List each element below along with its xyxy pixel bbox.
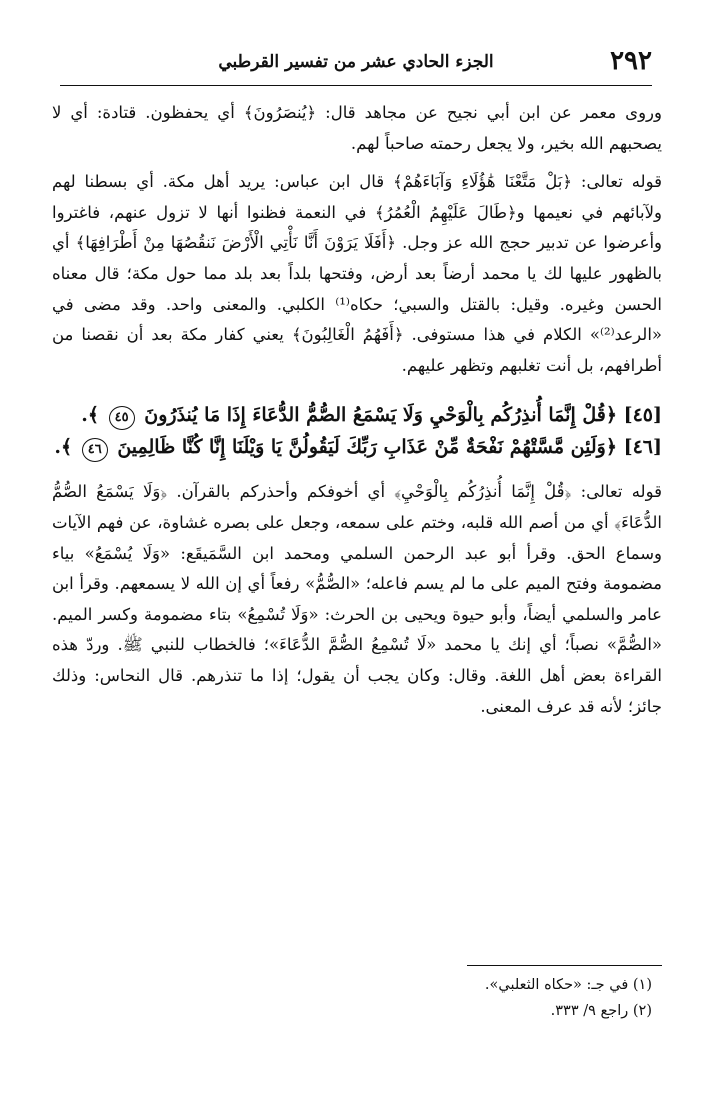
verse-close: ﴾. [81,404,100,427]
verse-number: [٤٥] [623,404,662,427]
verse-number: [٤٦] [623,436,662,459]
commentary-paragraph: قوله تعالى: ﴿قُلْ إِنَّمَا أُنذِرُكُم بِالْوَحْيِ﴾ أي أخوفكم وأحذركم بالقرآن. ﴿وَلَا يَسْمَعُ الصُّمُّ الدُّعَاءَ﴾ أي من أصم الله قلبه، وختم على سمعه، وجعل على بصره غشاوة، عن فهم الآيات وسماع الحق. وقرأ أبو عبد الرحمن السلمي ومحمد ابن السَّمَيقَع: «وَلَا يُسْمَعُ» بياء مضمومة وفتح الميم على ما لم يسم فاعله؛ «الصُّمُّ» رفعاً أي إن الله لا يسمعهم. وقرأ ابن عامر والسلمي أيضاً، وأبو حيوة ويحيى بن الحرث: «وَلَا تُسْمِعُ» بتاء مضمومة وكسر الميم. «الصُّمَّ» نصباً؛ أي إنك يا محمد «لَا تُسْمِعُ الصُّمَّ الدُّعَاءَ»؛ فالخطاب للنبي ﷺ. وردّ هذه القراءة بعض أهل اللغة. وقال: وكان يجب أن يقول؛ إذا ما تنذرهم. قال النحاس: وذلك جائز؛ لأنه قد عرف المعنى. [52,482,662,716]
verse-text: ﴿قُلْ إِنَّمَا أُنذِرُكُم بِالْوَحْيِ وَلَا يَسْمَعُ الصُّمُّ الدُّعَاءَ إِذَا مَا يُنذَرُونَ [144,404,617,427]
footnotes [52,972,652,1024]
quran-verses [52,399,662,463]
ayah-number-mark: ٤٦ [82,438,108,462]
verse-45 [52,399,662,431]
verse-close: ﴾. [54,436,73,459]
header-rule [60,85,652,86]
paragraph: وروى معمر عن ابن أبي نجيح عن مجاهد قال: ﴿يُنصَرُونَ﴾ أي يحفظون. قتادة: أي لا يصحبهم الله بخير، ولا يجعل رحمته صاحباً لهم. [52,103,662,153]
footnote: (١) في جـ: «حكاه الثعلبي». [484,977,652,993]
running-title: الجزء الحادي عشر من تفسير القرطبي [218,52,494,72]
paragraph: قوله تعالى: ﴿بَلْ مَتَّعْنَا هَٰؤُلَاءِ وَآبَاءَهُمْ﴾ قال ابن عباس: يريد أهل مكة. أي بسطنا لهم ولآبائهم في نعيمها و﴿طَالَ عَلَيْهِمُ الْعُمُرُ﴾ في النعمة فظنوا أنها لا تزول عنهم، فاغتروا وأعرضوا عن تدبير حجج الله عز وجل. ﴿أَفَلَا يَرَوْنَ أَنَّا نَأْتِي الْأَرْضَ نَنقُصُهَا مِنْ أَطْرَافِهَا﴾ أي بالظهور عليها لك يا محمد أرضاً بعد أرض، وفتحها بلداً بعد بلد مما حول مكة؛ قال معناه الحسن وغيره. وقيل: بالقتل والسبي؛ حكاه⁽¹⁾ الكلبي. والمعنى واحد. وقد مضى في «الرعد⁽²⁾» الكلام في هذا مستوفى. ﴿أَفَهُمُ الْغَالِبُونَ﴾ يعني كفار مكة بعد أن نقصنا من أطرافهم، بل أنت تغلبهم وتظهر عليهم. [52,172,662,375]
footnote: (٢) راجع ٩/ ٣٣٣. [550,1003,652,1019]
page-header [60,40,652,86]
verse-46 [52,431,662,463]
footnote-rule [467,965,662,966]
verse-text: ﴿وَلَئِن مَّسَّتْهُمْ نَفْحَةٌ مِّنْ عَذَابِ رَبِّكَ لَيَقُولُنَّ يَا وَيْلَنَا إِنَّا كُنَّا ظَالِمِينَ [117,436,617,459]
page-number: ٢٩٢ [610,46,652,76]
main-text [52,98,662,722]
ayah-number-mark: ٤٥ [109,406,135,430]
